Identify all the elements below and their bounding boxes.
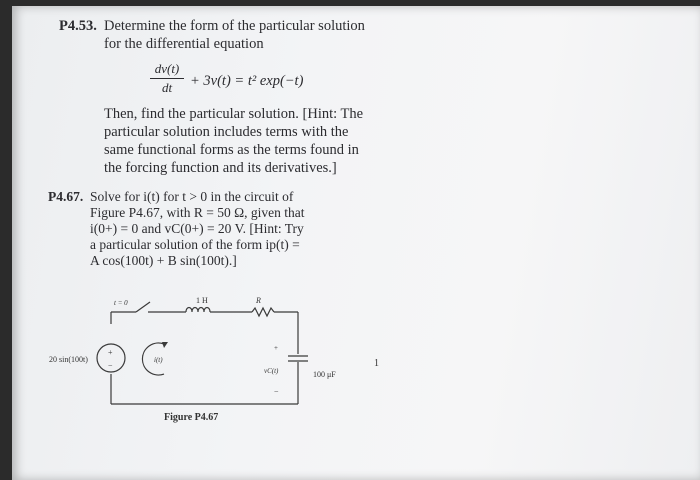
source-minus: − [108,361,113,370]
switch-label: t = 0 [114,299,128,307]
problem-453-line2: for the differential equation [104,36,264,52]
circuit-diagram [12,6,700,480]
problem-453-para-1: Then, find the particular solution. [Hint: The [104,106,364,122]
problem-467-line4: a particular solution of the form ip(t) = [90,237,300,252]
source-plus: + [108,348,113,357]
capacitor-plus: + [274,344,278,352]
switch-blade [136,302,150,312]
resistor-zigzag [252,308,274,316]
current-arrow-head [162,342,168,348]
figure-caption: Figure P4.67 [164,412,219,423]
textbook-page [12,6,700,480]
equation-numerator: dv(t) [154,61,180,76]
problem-453-para-2: particular solution includes terms with the [104,124,349,140]
resistor-label: R [256,296,261,305]
problem-453-para-4: the forcing function and its derivatives.] [104,160,337,176]
equation-rhs: + 3v(t) = t² exp(−t) [190,73,304,89]
problem-453-label: P4.53. [59,18,97,34]
source-label: 20 sin(100t) [49,355,88,364]
capacitor-voltage-label: vC(t) [264,367,279,375]
inductor-label: 1 H [196,296,208,305]
problem-467-line1: Solve for i(t) for t > 0 in the circuit of [90,189,294,204]
inductor-coil [186,308,210,313]
current-label: i(t) [154,356,163,364]
equation-denominator: dt [161,80,173,96]
margin-mark: 1 [374,358,379,369]
problem-453-line1: Determine the form of the particular solution [104,18,365,34]
problem-467-line3: i(0+) = 0 and vC(0+) = 20 V. [Hint: Try [90,221,304,236]
capacitor-label: 100 μF [313,370,336,379]
problem-453-para-3: same functional forms as the terms found in [104,142,359,158]
problem-467-label: P4.67. [48,189,84,204]
problem-467-line5: A cos(100t) + B sin(100t).] [90,253,237,268]
problem-467-line2: Figure P4.67, with R = 50 Ω, given that [90,205,305,220]
capacitor-minus: − [274,387,279,396]
